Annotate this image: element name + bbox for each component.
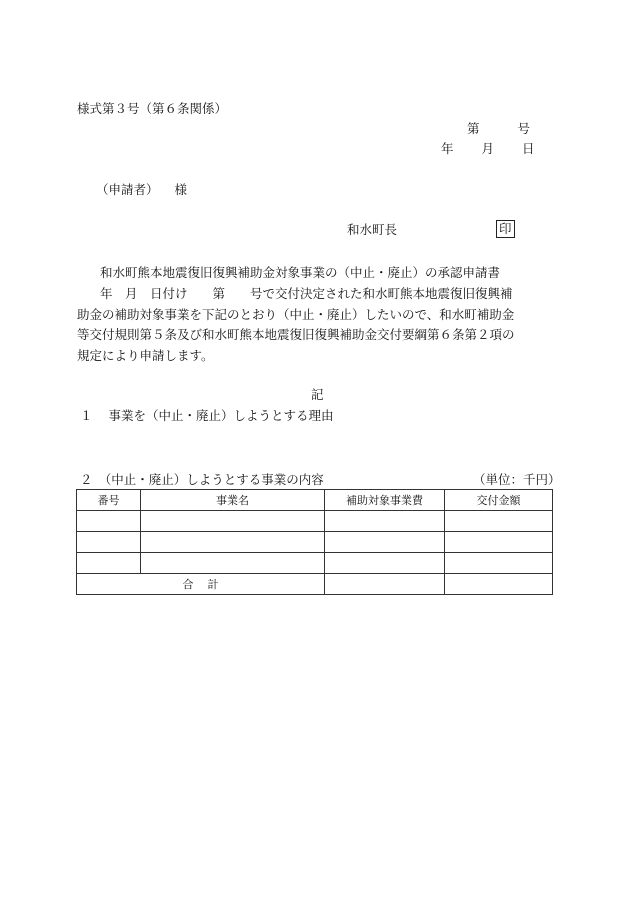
item-2-content-heading: ２ （中止・廃止）しようとする事業の内容	[80, 472, 324, 487]
total-label: 合計	[77, 574, 325, 595]
table-cell	[77, 511, 141, 532]
table-cell	[325, 511, 445, 532]
col-header-grant-amount: 交付金額	[445, 490, 553, 511]
col-header-eligible-cost: 補助対象事業費	[325, 490, 445, 511]
table-cell	[141, 553, 325, 574]
mayor-title: 和水町長	[347, 222, 398, 237]
application-body	[77, 284, 555, 366]
col-header-project-name: 事業名	[141, 490, 325, 511]
unit-label: （単位：千円）	[473, 472, 561, 487]
table-header-row	[77, 490, 553, 511]
total-grant-amount	[445, 574, 553, 595]
project-table	[76, 489, 553, 595]
body-line-4: 規定により申請します。	[77, 347, 214, 363]
table-cell	[325, 532, 445, 553]
body-line-1: 年 月 日付け 第 号で交付決定された和水町熊本地震復旧復興補	[100, 286, 513, 301]
body-line-2: 助金の補助対象事業を下記のとおり（中止・廃止）したいので、和水町補助金	[77, 306, 515, 322]
table-cell	[445, 553, 553, 574]
table-total-row	[77, 574, 553, 595]
table-row	[77, 511, 553, 532]
form-label: 様式第３号（第６条関係）	[77, 101, 228, 116]
col-header-number: 番号	[77, 490, 141, 511]
body-line-3: 等交付規則第５条及び和水町熊本地震復旧復興補助金交付要綱第６条第２項の	[77, 327, 515, 342]
table-row	[77, 553, 553, 574]
table-cell	[325, 553, 445, 574]
total-eligible-cost	[325, 574, 445, 595]
table-row	[77, 532, 553, 553]
applicant-addressee: （申請者） 様	[96, 182, 187, 197]
table-cell	[77, 553, 141, 574]
table-cell	[445, 532, 553, 553]
seal-mark: 印	[496, 220, 515, 238]
table-cell	[141, 532, 325, 553]
table-cell	[141, 511, 325, 532]
document-date-line: 年 月 日	[441, 141, 535, 156]
table-cell	[77, 532, 141, 553]
item-1-reason-heading: １ 事業を（中止・廃止）しようとする理由	[80, 408, 334, 423]
ki-heading: 記	[311, 387, 324, 402]
table-cell	[445, 511, 553, 532]
document-number-line: 第 号	[467, 121, 530, 136]
document-title: 和水町熊本地震復旧復興補助金対象事業の（中止・廃止）の承認申請書	[100, 265, 501, 280]
